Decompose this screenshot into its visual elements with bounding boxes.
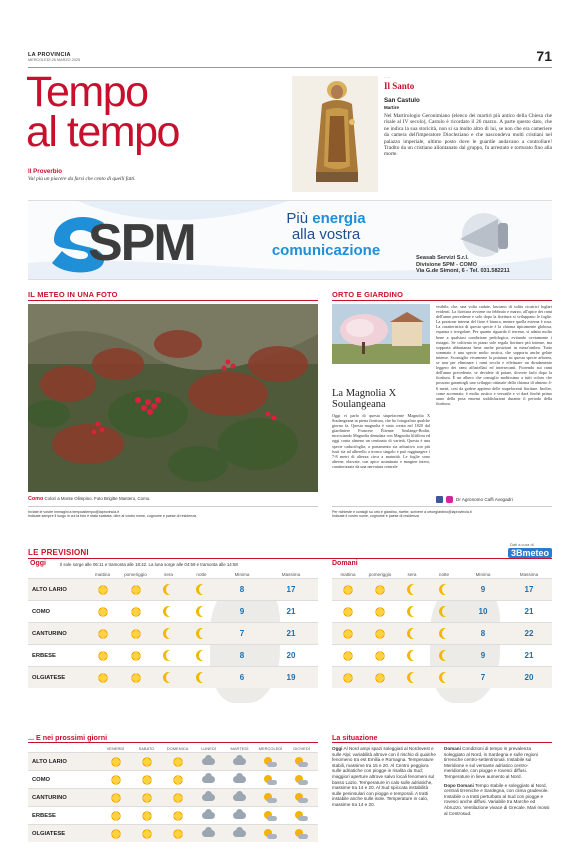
- table-row: [28, 578, 318, 600]
- icon-cell: [193, 794, 224, 801]
- cloud-icon: [202, 776, 215, 783]
- city-name: COMO: [32, 776, 51, 783]
- partly-cloudy-icon: [264, 811, 277, 821]
- day-header: MARTEDÌ: [230, 745, 249, 751]
- sun-icon: [97, 650, 109, 662]
- cloud-icon: [233, 830, 246, 837]
- sun-icon: [110, 792, 122, 804]
- facebook-icon[interactable]: [436, 496, 443, 503]
- partly-cloudy-icon: [264, 775, 277, 785]
- day-header: MERCOLEDÌ: [258, 745, 283, 751]
- day-header: DOMENICA: [166, 745, 189, 751]
- icon-cell: [100, 756, 131, 768]
- sun-icon: [130, 628, 142, 640]
- sun-icon: [97, 628, 109, 640]
- moon-icon: [166, 672, 177, 683]
- table-row: [332, 622, 552, 644]
- table-row: [28, 788, 318, 806]
- cloud-icon: [233, 776, 246, 783]
- sun-icon: [97, 584, 109, 596]
- column-header: pomeriggio: [368, 571, 392, 577]
- icon-cell: [119, 650, 152, 662]
- icon-cell: [152, 650, 185, 661]
- meteo-photo-caption: Como Colori a Monte Olimpino. Foto Brigitte Mantero, Como.: [28, 496, 151, 502]
- sun-icon: [172, 756, 184, 768]
- temp-max: 17: [286, 585, 296, 594]
- garden-photo: [332, 304, 430, 364]
- icon-cell: [224, 794, 255, 801]
- partly-cloudy-icon: [295, 757, 308, 767]
- sun-icon: [172, 810, 184, 822]
- ad-banner[interactable]: [28, 200, 552, 280]
- temp-max: 20: [286, 651, 296, 660]
- meteo-photo-section-title: IL METEO IN UNA FOTO: [28, 290, 118, 299]
- table-row: [28, 806, 318, 824]
- column-header: mattina: [340, 571, 356, 577]
- table-row: [332, 644, 552, 666]
- situation-today: Oggi Al Nord ampi spazi soleggiati al Nordovest e sulle Alpi; variabilità altrove con il rischio di qualche fenomeno tra est Emilia e Romagna. Temperature stabili, massime tra 15 e 20. Al Centro peggiora sulle adriatiche con piogge in risalita da Sud; maggiori aperture altrove salvo locali fenomeni sul basso Lazio. Temperature in calo sulle adriatiche, massime tra 14 e 20. Al Sud spiccata instabilità sulle peninsulari con piogge e temporali. A tratti instabile anche sulle isole. Temperature in calo, massime tra 14 e 20.: [332, 746, 436, 807]
- temp-min: 6: [239, 673, 245, 682]
- city-name: ERBESE: [32, 812, 56, 819]
- icon-cell: [185, 584, 218, 595]
- moon-icon: [410, 672, 421, 683]
- situation-tomorrow: Domani Condizioni di tempo in prevalenza soleggiato al Nord, in Sardegna e sulle regioni tirreniche centro-settentrionali. Instabile sul Meridione e sul versante adriatico centro-meridionale, con piogge e rovesci diffusi. Temperature in lieve aumento al Nord. Dopo Domani Tempo stabile e soleggiato al Nord, centrali tirreniche e Sardegna, con clima gradevole. Instabile o a tratti perturbato al Sud con piogge e rovesci anche diffusi. Variabile tra Marche ed Abruzzo. Ventilazione vivace di Grecale. Mari mossi al Centrosud.: [444, 746, 550, 816]
- icon-cell: [86, 606, 119, 618]
- situation-label: La situazione: [332, 733, 378, 742]
- icon-cell: [193, 776, 224, 783]
- sun-icon: [374, 584, 386, 596]
- saint-image: [292, 76, 378, 192]
- icon-cell: [332, 650, 364, 662]
- city-name: OLGIATESE: [32, 674, 66, 681]
- icon-cell: [396, 672, 428, 683]
- column-header: notte: [196, 571, 207, 577]
- icon-cell: [86, 672, 119, 684]
- sun-icon: [130, 606, 142, 618]
- garden-title: La Magnolia X Soulangeana: [332, 388, 397, 410]
- icon-cell: [224, 758, 255, 765]
- icon-cell: [428, 672, 460, 683]
- icon-cell: [332, 672, 364, 684]
- cloud-icon: [202, 794, 215, 801]
- partly-cloudy-icon: [264, 829, 277, 839]
- icon-cell: [100, 810, 131, 822]
- table-row: [28, 752, 318, 770]
- temp-max: 22: [524, 629, 534, 638]
- instagram-icon[interactable]: [446, 496, 453, 503]
- cloud-icon: [233, 812, 246, 819]
- temp-max: 17: [524, 585, 534, 594]
- icon-cell: [193, 812, 224, 819]
- icon-cell: [396, 650, 428, 661]
- sun-icon: [141, 810, 153, 822]
- partly-cloudy-icon: [295, 775, 308, 785]
- today-sun-info: Il sole sorge alle 06:11 e tramonta alle 18:42. La luna sorge alle 04:59 e tramonta alle 14:58: [60, 562, 238, 567]
- sun-icon: [110, 756, 122, 768]
- table-header: [28, 570, 318, 578]
- icon-cell: [162, 828, 193, 840]
- meteo-photo-rule: [28, 300, 318, 301]
- icon-cell: [428, 628, 460, 639]
- proverb: Il Proverbio Val più un piacere da farsi che cento di quelli fatti.: [28, 168, 136, 182]
- temp-min: 8: [480, 629, 486, 638]
- cloud-icon: [202, 830, 215, 837]
- icon-cell: [193, 830, 224, 837]
- garden-author: Dr Agronomo Caffi Avogadri: [436, 496, 513, 503]
- today-table: [28, 570, 318, 688]
- moon-icon: [166, 606, 177, 617]
- moon-icon: [442, 584, 453, 595]
- table-header: [332, 570, 552, 578]
- icon-cell: [131, 756, 162, 768]
- temp-min: 8: [239, 585, 245, 594]
- icon-cell: [286, 793, 317, 803]
- column-header: Massima: [519, 571, 539, 577]
- moon-icon: [199, 606, 210, 617]
- meteo-photo: [28, 304, 318, 492]
- saint-kicker: Il Santo: [384, 81, 415, 91]
- column-header: sera: [164, 571, 173, 577]
- sun-icon: [342, 584, 354, 596]
- icon-cell: [364, 672, 396, 684]
- saint-article: ····· Il Santo San Castulo Martire Nel Martirologio Geronimiano (elenco dei martiri più antico della Chiesa che risale al IV secolo), Castulo è ricordato il 26 marzo. A parte questo dato, che ne indica la sua storicità, non si sa molto altro di lui, se non che era cameriere da camera dell'imperatore Diocleziano e che nascondeva molti cristiani nel palazzo imperiale, ultimo posto dove le guardie andavano a controllare! Tradito da un cristiano allontanato dal gruppo, fu arrestato e torturato fino alla morte.: [384, 76, 552, 158]
- sun-icon: [172, 828, 184, 840]
- table-row: [332, 600, 552, 622]
- paper-name: LA PROVINCIA MERCOLEDÌ 26 MARZO 2025: [28, 52, 81, 62]
- icon-cell: [100, 792, 131, 804]
- today-label: Oggi: [30, 560, 46, 567]
- temp-min: 9: [239, 607, 245, 616]
- moon-icon: [199, 650, 210, 661]
- table-row: [28, 600, 318, 622]
- temp-min: 10: [478, 607, 488, 616]
- sun-icon: [342, 628, 354, 640]
- temp-min: 9: [480, 651, 486, 660]
- icon-cell: [185, 606, 218, 617]
- day-header: VENERDÌ: [106, 745, 125, 751]
- temp-min: 7: [239, 629, 245, 638]
- sun-icon: [97, 672, 109, 684]
- moon-icon: [442, 606, 453, 617]
- sun-icon: [110, 774, 122, 786]
- day-header: SABATO: [138, 745, 155, 751]
- meteo-photo-divider: [28, 506, 318, 507]
- icon-cell: [119, 584, 152, 596]
- column-header: Minima: [475, 571, 491, 577]
- saint-name: San Castulo: [384, 97, 420, 104]
- sun-icon: [374, 606, 386, 618]
- temp-max: 20: [524, 673, 534, 682]
- column-header: mattina: [94, 571, 111, 577]
- forecast-section-title: LE PREVISIONI: [28, 548, 89, 557]
- forecast-rule: [28, 558, 552, 559]
- sun-icon: [141, 828, 153, 840]
- icon-cell: [162, 810, 193, 822]
- day-header: LUNEDÌ: [201, 745, 216, 751]
- meteo-photo-note: Inviate le vostre immagini a tempoaltempo@laprovincia.it Indicate sempre il luogo in cui la foto è stata scattata, oltre al vostro nome, cognome e paese di residenza.: [28, 510, 198, 519]
- icon-cell: [152, 584, 185, 595]
- garden-rule: [332, 300, 552, 301]
- icon-cell: [100, 774, 131, 786]
- icon-cell: [86, 584, 119, 596]
- next-days-table: [28, 744, 318, 842]
- icon-cell: [286, 811, 317, 821]
- icon-cell: [364, 606, 396, 618]
- icon-cell: [131, 774, 162, 786]
- partly-cloudy-icon: [295, 829, 308, 839]
- situation-rule: [332, 742, 552, 743]
- sun-icon: [374, 672, 386, 684]
- table-row: [28, 666, 318, 688]
- sun-icon: [130, 650, 142, 662]
- garden-text-col1: Oggi vi parlo di questa stupefacente Magnolia X Soulangeana in piena fioritura, che ho fotografato qualche giorno fa. Questa magnolia è stata creata nel 1820 dal giardiniere Francese Étienne Soulange-Bodin, incrociando Magnolia denudata con Magnolia liliiflora ed oggi conta almeno un centinaio di varietà. Questa è una specie caducifoglia, a portamento sia arbustivo con più fusti sia ad alberello a tronco singolo e può raggiungere i 7-8 metri di altezza circa a maturità. Le foglie sono alterne, obovate, con apice acuminato e margine intero, caratterizzate da una nervatura centrale: [332, 413, 430, 469]
- icon-cell: [396, 584, 428, 595]
- city-name: COMO: [32, 608, 51, 615]
- forecast-credit-brand: 3Bmeteo: [508, 548, 552, 558]
- ad-contact: Seasab Servizi S.r.l. Divisione SPM - COMO Via G.de Simoni, 6 - Tel. 031.582211: [416, 255, 510, 275]
- icon-cell: [162, 774, 193, 786]
- temp-min: 7: [480, 673, 486, 682]
- ad-logo-text: SPM: [88, 214, 195, 272]
- icon-cell: [119, 672, 152, 684]
- day-header: GIOVEDÌ: [293, 745, 310, 751]
- icon-cell: [100, 828, 131, 840]
- city-name: OLGIATESE: [32, 830, 66, 837]
- sun-icon: [342, 650, 354, 662]
- temp-max: 19: [286, 673, 296, 682]
- column-header: pomeriggio: [124, 571, 147, 577]
- icon-cell: [131, 810, 162, 822]
- moon-icon: [199, 584, 210, 595]
- table-row: [332, 666, 552, 688]
- temp-max: 21: [286, 607, 296, 616]
- column-header: Minima: [234, 571, 250, 577]
- table-row: [28, 824, 318, 842]
- column-header: Massima: [281, 571, 301, 577]
- saint-text: Nel Martirologio Geronimiano (elenco dei martiri più antico della Chiesa che risale al IV secolo), Castulo è ricordato il 26 marzo. A parte questo dato, che ne indica la sua storicità, non si sa molto altro di lui, se non che era cameriere da camera dell'imperatore Diocleziano e che nascondeva molti cristiani nel palazzo imperiale, ultimo posto dove le guardie andavano a controllare! Tradito da un cristiano allontanato dal gruppo, fu arrestato e torturato fino alla morte.: [384, 113, 552, 158]
- table-row: [28, 644, 318, 666]
- icon-cell: [332, 584, 364, 596]
- icon-cell: [152, 672, 185, 683]
- garden-note: Per richieste e consigli su orto e giardino, ricette, scrivere a ortoegiardino@laprovincia.it Indicate il vostro nome, cognome e paese di residenza: [332, 510, 472, 519]
- table-row: [332, 578, 552, 600]
- temp-min: 9: [480, 585, 486, 594]
- cloud-icon: [202, 758, 215, 765]
- tomorrow-table: [332, 570, 552, 688]
- icon-cell: [332, 628, 364, 640]
- partly-cloudy-icon: [295, 793, 308, 803]
- table-row: [28, 770, 318, 788]
- icon-cell: [255, 757, 286, 767]
- icon-cell: [396, 628, 428, 639]
- icon-cell: [119, 628, 152, 640]
- city-name: CANTURINO: [32, 630, 67, 637]
- icon-cell: [131, 792, 162, 804]
- icon-cell: [185, 628, 218, 639]
- sun-icon: [342, 606, 354, 618]
- icon-cell: [131, 828, 162, 840]
- moon-icon: [166, 628, 177, 639]
- city-name: ERBESE: [32, 652, 56, 659]
- icon-cell: [224, 776, 255, 783]
- icon-cell: [152, 606, 185, 617]
- sun-icon: [172, 792, 184, 804]
- table-header: [28, 744, 318, 752]
- sun-icon: [110, 828, 122, 840]
- next-days-label: ... E nei prossimi giorni: [28, 733, 108, 742]
- icon-cell: [193, 758, 224, 765]
- sun-icon: [374, 650, 386, 662]
- icon-cell: [224, 812, 255, 819]
- icon-cell: [119, 606, 152, 618]
- column-header: notte: [438, 571, 450, 577]
- partly-cloudy-icon: [295, 811, 308, 821]
- icon-cell: [152, 628, 185, 639]
- icon-cell: [255, 775, 286, 785]
- garden-text-col2: visibile, che, una volta cadute, lasciano di solito cicatrici foglari evidenti. La fioritura avviene tra febbraio e marzo, all'apice dei rami dell'anno precedente e solo dopo la fioritura si sviluppano le foglie. La porzione interna del fiore è bianca, mentre quella esterna è rosa. La caratteristica di questa specie è la chioma tipicamente globosa, espansa e irregolare. Per quanto riguarda il terreno, si adatta molto bene a qualsiasi condizione pedologica, evitando ovviamente i ristagni. Se coltivata in piano sole regala fioriture più intense, ma sopporta abbastanza bene anche posizioni in mezz'ombra. Tutto sommato è una specie molto rustica, che sopporta anche gelate intense. Sconsiglio vivamente la potatura su questa specie arborea, se non per eliminare i rami secchi e effettuare un diradamento leggero dei rami affastellati ed intersecanti. Fiorendo sui rami dell'anno precedente, se decidete di potare, dovrete farlo dopo la fioritura. È un albero che consiglio moltissimo a tutti coloro che possono garantirgli uno sviluppo ottimale della chioma di almeno 4-6 metri, così da godere appieno delle stupefacenti fioriture. Inoltre, come accennato, è molto rustico e versatile e vi darà finché primo anno della posa enormi soddisfazioni durante il periodo della fioritura.: [436, 304, 552, 406]
- temp-max: 21: [286, 629, 296, 638]
- moon-icon: [199, 628, 210, 639]
- icon-cell: [255, 811, 286, 821]
- sun-icon: [130, 584, 142, 596]
- icon-cell: [255, 829, 286, 839]
- partly-cloudy-icon: [264, 757, 277, 767]
- city-name: ALTO LARIO: [32, 586, 67, 593]
- garden-divider: [332, 506, 552, 507]
- temp-min: 8: [239, 651, 245, 660]
- moon-icon: [442, 672, 453, 683]
- sun-icon: [141, 756, 153, 768]
- sun-icon: [130, 672, 142, 684]
- ad-slogan: Più energia alla vostra comunicazione: [271, 210, 381, 259]
- icon-cell: [162, 756, 193, 768]
- icon-cell: [86, 628, 119, 640]
- garden-section-title: ORTO E GIARDINO: [332, 290, 404, 299]
- icon-cell: [332, 606, 364, 618]
- icon-cell: [185, 672, 218, 683]
- sun-icon: [374, 628, 386, 640]
- icon-cell: [185, 650, 218, 661]
- icon-cell: [286, 775, 317, 785]
- sun-icon: [141, 792, 153, 804]
- table-row: [28, 622, 318, 644]
- page-title: Tempo al tempo: [26, 68, 179, 156]
- temp-max: 21: [524, 651, 534, 660]
- city-name: CANTURINO: [32, 794, 67, 801]
- icon-cell: [224, 830, 255, 837]
- sun-icon: [97, 606, 109, 618]
- city-name: ALTO LARIO: [32, 758, 67, 765]
- moon-icon: [199, 672, 210, 683]
- icon-cell: [428, 606, 460, 617]
- forecast-credit-label: Dati a cura di: [510, 542, 534, 547]
- moon-icon: [410, 650, 421, 661]
- column-header: sera: [407, 571, 417, 577]
- icon-cell: [364, 628, 396, 640]
- temp-max: 21: [524, 607, 534, 616]
- icon-cell: [364, 650, 396, 662]
- moon-icon: [166, 584, 177, 595]
- icon-cell: [162, 792, 193, 804]
- icon-cell: [428, 584, 460, 595]
- icon-cell: [255, 793, 286, 803]
- cloud-icon: [233, 794, 246, 801]
- moon-icon: [166, 650, 177, 661]
- cloud-icon: [233, 758, 246, 765]
- partly-cloudy-icon: [264, 793, 277, 803]
- icon-cell: [286, 757, 317, 767]
- icon-cell: [364, 584, 396, 596]
- icon-cell: [428, 650, 460, 661]
- cloud-icon: [202, 812, 215, 819]
- moon-icon: [442, 628, 453, 639]
- sun-icon: [110, 810, 122, 822]
- icon-cell: [86, 650, 119, 662]
- moon-icon: [410, 584, 421, 595]
- sun-icon: [342, 672, 354, 684]
- moon-icon: [442, 650, 453, 661]
- saint-role: Martire: [384, 105, 400, 110]
- sun-icon: [172, 774, 184, 786]
- tomorrow-label: Domani: [332, 560, 358, 567]
- sun-icon: [141, 774, 153, 786]
- icon-cell: [286, 829, 317, 839]
- moon-icon: [410, 628, 421, 639]
- next-days-rule: [28, 742, 318, 743]
- page-number: 71: [536, 48, 552, 64]
- icon-cell: [396, 606, 428, 617]
- moon-icon: [410, 606, 421, 617]
